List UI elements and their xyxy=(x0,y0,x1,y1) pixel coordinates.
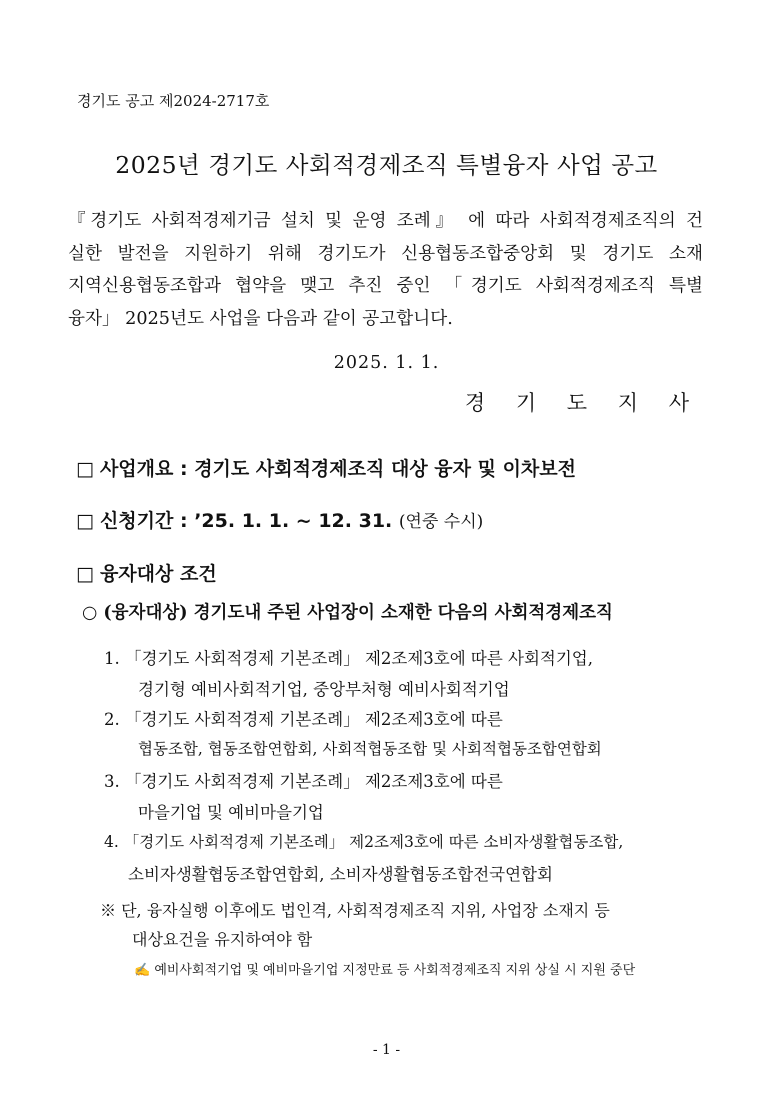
section-label: 융자대상 조건 xyxy=(99,563,217,585)
list-item-2-line-2: 협동조합, 협동조합연합회, 사회적협동조합 및 사회적협동조합연합회 xyxy=(138,740,602,758)
checkbox-square-icon: □ xyxy=(76,458,94,480)
list-item-1-line-1: 1. 「경기도 사회적경제 기본조례」 제2조제3호에 따른 사회적기업, xyxy=(104,649,593,668)
section-eligibility xyxy=(76,559,217,586)
checkbox-square-icon: □ xyxy=(76,510,94,532)
note-line-2: 대상요건을 유지하여야 함 xyxy=(132,930,313,949)
list-item-2-line-1: 2. 「경기도 사회적경제 기본조례」 제2조제3호에 따른 xyxy=(104,710,503,729)
list-item-3-line-1: 3. 「경기도 사회적경제 기본조례」 제2조제3호에 따른 xyxy=(104,772,503,791)
tip-note: ✍ 예비사회적기업 및 예비마을기업 지정만료 등 사회적경제조직 지위 상실 시 지원 중단 xyxy=(134,963,636,978)
intro-line-1: 『경기도 사회적경제기금 설치 및 운영 조례』 에 따라 사회적경제조직의 건 xyxy=(68,211,703,231)
section-period xyxy=(76,506,483,533)
section-extra: (연중 수시) xyxy=(398,512,484,532)
intro-line-3: 지역신용협동조합과 협약을 맺고 추진 중인 「경기도 사회적경제조직 특별 xyxy=(68,276,703,296)
intro-line-2: 실한 발전을 지원하기 위해 경기도가 신용협동조합중앙회 및 경기도 소재 xyxy=(68,243,703,264)
notice-date: 2025. 1. 1. xyxy=(333,353,440,373)
intro-line-4: 융자」 2025년도 사업을 다음과 같이 공고합니다. xyxy=(68,308,453,329)
page-number: - 1 - xyxy=(372,1042,401,1058)
signer: 경 기 도 지 사 xyxy=(464,391,701,415)
checkbox-square-icon: □ xyxy=(76,563,94,585)
list-item-3-line-2: 마을기업 및 예비마을기업 xyxy=(138,803,324,822)
section-label: 사업개요 : 경기도 사회적경제조직 대상 융자 및 이차보전 xyxy=(99,458,576,480)
section-label: 신청기간 : ’25. 1. 1. ~ 12. 31. xyxy=(99,510,393,532)
section-overview xyxy=(76,454,576,481)
page-title: 2025년 경기도 사회적경제조직 특별융자 사업 공고 xyxy=(115,151,658,179)
list-item-4-line-2: 소비자생활협동조합연합회, 소비자생활협동조합전국연합회 xyxy=(128,865,553,884)
intro-paragraph xyxy=(68,205,703,335)
list-item-1-line-2: 경기형 예비사회적기업, 중앙부처형 예비사회적기업 xyxy=(138,680,510,699)
list-item-4-line-1: 4. 「경기도 사회적경제 기본조례」 제2조제3호에 따른 소비자생활협동조합, xyxy=(104,833,624,851)
notice-number: 경기도 공고 제2024-2717호 xyxy=(77,92,270,110)
eligibility-subheading: ○ (융자대상) 경기도내 주된 사업장이 소재한 다음의 사회적경제조직 xyxy=(82,603,613,623)
note-line-1: ※ 단, 융자실행 이후에도 법인격, 사회적경제조직 지위, 사업장 소재지 등 xyxy=(100,901,610,920)
